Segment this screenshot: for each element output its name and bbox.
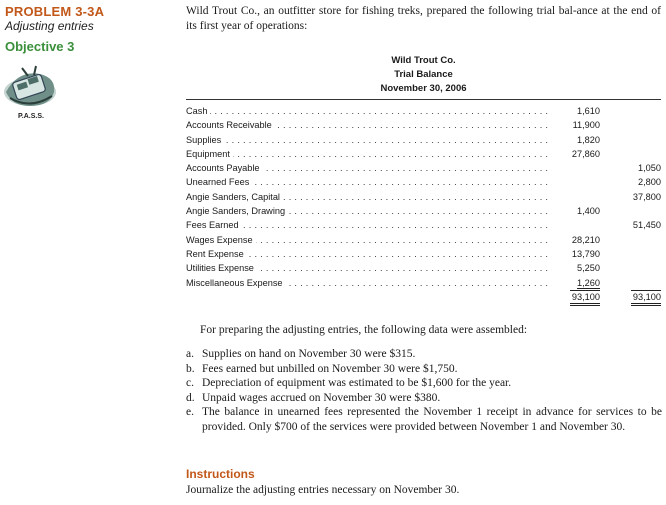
list-item — [186, 347, 662, 362]
account-name: Accounts Receivable — [186, 120, 275, 130]
total-debits: 93,100 — [570, 290, 600, 306]
account-name: Accounts Payable — [186, 163, 263, 173]
company-name: Wild Trout Co. — [391, 55, 456, 66]
header-rule — [186, 99, 661, 100]
debit-amount: 27,860 — [571, 148, 600, 159]
item-text: Unpaid wages accrued on November 30 were $380. — [202, 391, 441, 404]
adjustment-data-list — [186, 347, 662, 435]
account-name: Cash — [186, 106, 210, 116]
item-letter: a. — [186, 348, 194, 360]
instructions-text: Journalize the adjusting entries necessary on November 30. — [186, 484, 460, 496]
problem-sidebar — [5, 4, 175, 54]
table-row — [186, 261, 661, 275]
account-name: Angie Sanders, Drawing — [186, 206, 288, 216]
pass-logo-text: P.A.S.S. — [18, 113, 44, 120]
account-name: Wages Expense — [186, 235, 256, 245]
adjusting-data-intro: For preparing the adjusting entries, the following data were assembled: — [200, 324, 528, 336]
statement-title: Trial Balance — [394, 69, 453, 80]
account-name: Fees Earned — [186, 220, 242, 230]
account-name: Miscellaneous Expense — [186, 278, 286, 288]
table-row — [186, 133, 661, 147]
account-name: Rent Expense — [186, 249, 247, 259]
trial-balance-table — [186, 104, 661, 306]
intro-paragraph: Wild Trout Co., an outfitter store for fishing treks, prepared the following trial bal-ance at the end of its first year of operations: — [186, 5, 661, 32]
objective-label: Objective 3 — [5, 39, 75, 54]
table-row — [186, 276, 661, 290]
item-letter: b. — [186, 362, 195, 375]
problem-title: PROBLEM 3-3A — [5, 4, 105, 19]
debit-amount: 1,400 — [577, 206, 600, 217]
item-text: Depreciation of equipment was estimated to be $1,600 for the year. — [202, 377, 512, 390]
debit-amount: 1,610 — [577, 106, 600, 116]
debit-amount: 1,260 — [577, 277, 600, 288]
account-name: Equipment — [186, 149, 233, 159]
problem-body — [186, 4, 661, 34]
account-name: Utilities Expense — [186, 263, 257, 273]
debit-amount: 13,790 — [571, 248, 600, 259]
item-text: Fees earned but unbilled on November 30 were $1,750. — [202, 362, 458, 375]
statement-date: November 30, 2006 — [380, 83, 467, 94]
credit-amount: 2,800 — [638, 177, 661, 188]
totals-row — [186, 290, 661, 306]
list-item — [186, 391, 662, 406]
instructions-heading: Instructions — [186, 467, 255, 481]
table-row — [186, 247, 661, 261]
debit-amount: 11,900 — [572, 120, 600, 131]
account-name: Angie Sanders, Capital — [186, 192, 283, 202]
table-row — [186, 190, 661, 204]
table-row — [186, 218, 661, 232]
debit-amount: 28,210 — [571, 234, 600, 245]
item-letter: e. — [186, 406, 194, 419]
credit-amount: 1,050 — [638, 163, 661, 174]
account-name: Supplies — [186, 135, 224, 145]
account-name: Unearned Fees — [186, 177, 252, 187]
pass-logo-icon — [0, 62, 60, 112]
list-item — [186, 362, 662, 377]
table-row — [186, 175, 661, 189]
trial-balance-header — [186, 54, 661, 96]
debit-amount: 1,820 — [577, 134, 600, 145]
table-row — [186, 161, 661, 175]
item-letter: d. — [186, 391, 195, 404]
problem-subtitle: Adjusting entries — [5, 19, 94, 33]
table-row — [186, 104, 661, 118]
item-letter: c. — [186, 377, 194, 390]
list-item — [186, 376, 662, 391]
credit-amount: 37,800 — [632, 191, 661, 202]
credit-amount: 51,450 — [632, 220, 661, 231]
total-credits: 93,100 — [631, 290, 661, 306]
table-row — [186, 118, 661, 132]
debit-amount: 5,250 — [577, 263, 600, 274]
item-text: Supplies on hand on November 30 were $315. — [202, 348, 416, 360]
table-row — [186, 233, 661, 247]
list-item — [186, 405, 662, 434]
table-row — [186, 147, 661, 161]
table-row — [186, 204, 661, 218]
item-text: The balance in unearned fees represented the November 1 receipt in advance for services to be provided. Only $700 of the services were provided between November 1 and November 30. — [202, 406, 662, 433]
